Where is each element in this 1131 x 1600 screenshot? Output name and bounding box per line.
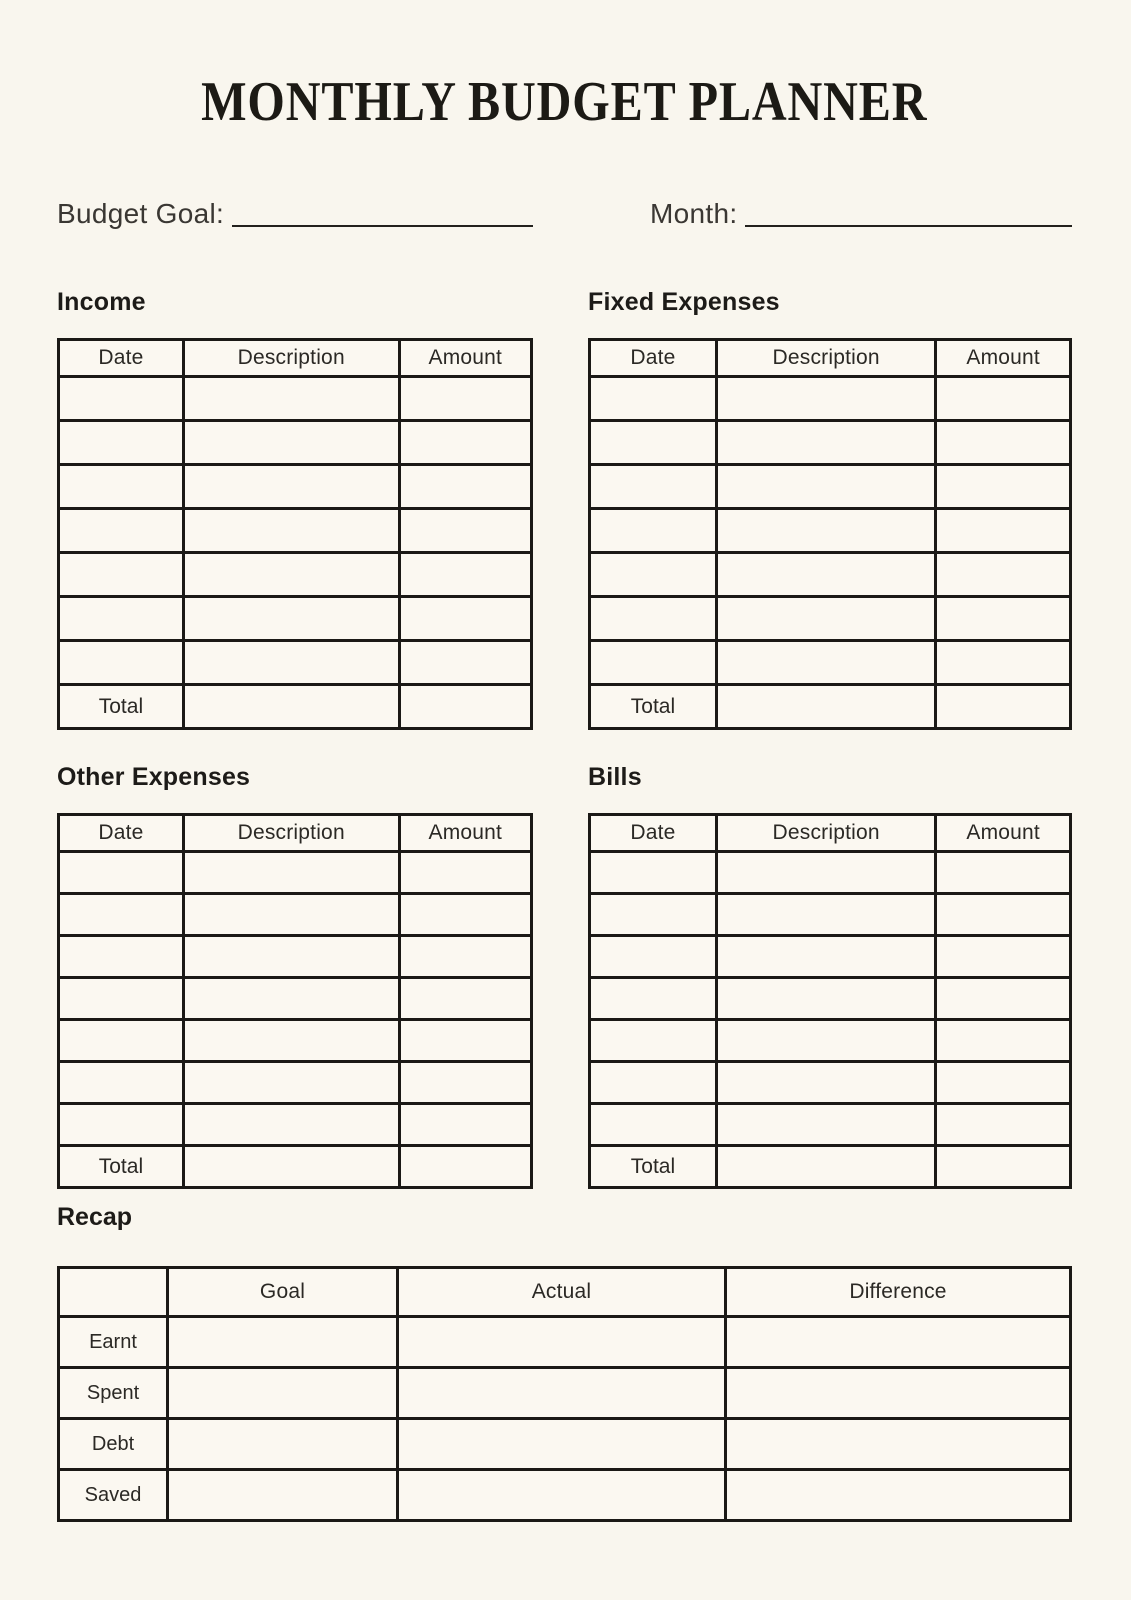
empty-cell bbox=[590, 553, 717, 597]
table-header-row bbox=[59, 340, 532, 377]
empty-row bbox=[590, 936, 1071, 978]
empty-cell bbox=[590, 894, 717, 936]
empty-row bbox=[590, 978, 1071, 1020]
empty-cell bbox=[399, 1020, 531, 1062]
empty-row bbox=[590, 377, 1071, 421]
empty-row bbox=[590, 1104, 1071, 1146]
empty-cell bbox=[59, 465, 184, 509]
empty-cell bbox=[399, 421, 531, 465]
empty-cell bbox=[590, 421, 717, 465]
empty-cell bbox=[716, 1104, 935, 1146]
empty-row bbox=[59, 1020, 532, 1062]
empty-row bbox=[59, 597, 532, 641]
empty-cell bbox=[590, 465, 717, 509]
empty-row bbox=[590, 597, 1071, 641]
empty-row bbox=[59, 978, 532, 1020]
bills-heading: Bills bbox=[588, 763, 642, 791]
column-header-description: Description bbox=[716, 340, 935, 377]
month-label: Month: bbox=[650, 197, 738, 229]
recap-column-difference: Difference bbox=[726, 1268, 1071, 1317]
empty-cell bbox=[59, 509, 184, 553]
empty-cell bbox=[590, 1104, 717, 1146]
empty-cell bbox=[590, 377, 717, 421]
recap-row-label: Earnt bbox=[59, 1317, 168, 1368]
empty-cell bbox=[936, 978, 1071, 1020]
other-expenses-table bbox=[57, 813, 533, 1189]
empty-cell bbox=[168, 1419, 398, 1470]
bills-section bbox=[588, 763, 1072, 1189]
recap-row-label: Debt bbox=[59, 1419, 168, 1470]
income-heading: Income bbox=[57, 288, 146, 316]
empty-cell bbox=[936, 936, 1071, 978]
empty-cell bbox=[168, 1470, 398, 1521]
empty-cell bbox=[936, 465, 1071, 509]
page-title-text: MONTHLY BUDGET PLANNER bbox=[201, 71, 928, 133]
bills-table bbox=[588, 813, 1072, 1189]
empty-cell bbox=[399, 465, 531, 509]
empty-cell bbox=[936, 1020, 1071, 1062]
empty-cell bbox=[590, 852, 717, 894]
empty-cell bbox=[936, 894, 1071, 936]
total-description-cell bbox=[716, 1146, 935, 1188]
empty-cell bbox=[716, 1062, 935, 1104]
empty-cell bbox=[59, 1020, 184, 1062]
empty-cell bbox=[936, 641, 1071, 685]
total-row bbox=[59, 685, 532, 729]
income-section bbox=[57, 288, 533, 730]
total-amount-cell bbox=[399, 1146, 531, 1188]
empty-cell bbox=[183, 465, 399, 509]
empty-cell bbox=[399, 1062, 531, 1104]
empty-cell bbox=[936, 597, 1071, 641]
empty-cell bbox=[59, 852, 184, 894]
month-blank-line bbox=[745, 225, 1072, 227]
page-title bbox=[57, 0, 1072, 133]
empty-cell bbox=[398, 1368, 726, 1419]
total-label: Total bbox=[59, 685, 184, 729]
empty-cell bbox=[183, 641, 399, 685]
empty-cell bbox=[936, 509, 1071, 553]
recap-row-label: Spent bbox=[59, 1368, 168, 1419]
empty-cell bbox=[168, 1317, 398, 1368]
empty-cell bbox=[716, 641, 935, 685]
table-header-row bbox=[59, 815, 532, 852]
budget-goal-label: Budget Goal: bbox=[57, 197, 225, 229]
total-amount-cell bbox=[399, 685, 531, 729]
empty-cell bbox=[716, 1020, 935, 1062]
recap-column-actual: Actual bbox=[398, 1268, 726, 1317]
total-description-cell bbox=[183, 1146, 399, 1188]
recap-heading: Recap bbox=[57, 1203, 133, 1231]
empty-cell bbox=[399, 1104, 531, 1146]
total-description-cell bbox=[716, 685, 935, 729]
recap-row-label: Saved bbox=[59, 1470, 168, 1521]
empty-cell bbox=[716, 597, 935, 641]
empty-cell bbox=[716, 894, 935, 936]
empty-cell bbox=[183, 852, 399, 894]
budget-goal-blank-line bbox=[232, 225, 533, 227]
column-header-amount: Amount bbox=[936, 815, 1071, 852]
header-fields-row bbox=[57, 184, 1072, 228]
column-header-date: Date bbox=[590, 340, 717, 377]
empty-cell bbox=[726, 1419, 1071, 1470]
empty-row bbox=[59, 641, 532, 685]
empty-cell bbox=[399, 509, 531, 553]
empty-cell bbox=[183, 978, 399, 1020]
empty-row bbox=[590, 553, 1071, 597]
column-header-date: Date bbox=[59, 340, 184, 377]
empty-row bbox=[59, 553, 532, 597]
other-expenses-heading: Other Expenses bbox=[57, 763, 251, 791]
column-header-date: Date bbox=[590, 815, 717, 852]
empty-row bbox=[590, 465, 1071, 509]
empty-row bbox=[59, 1062, 532, 1104]
empty-cell bbox=[590, 509, 717, 553]
empty-cell bbox=[183, 553, 399, 597]
empty-cell bbox=[726, 1317, 1071, 1368]
empty-cell bbox=[716, 377, 935, 421]
total-description-cell bbox=[183, 685, 399, 729]
empty-cell bbox=[590, 1020, 717, 1062]
empty-row bbox=[590, 421, 1071, 465]
empty-cell bbox=[183, 421, 399, 465]
empty-row bbox=[59, 894, 532, 936]
empty-cell bbox=[716, 978, 935, 1020]
total-row bbox=[59, 1146, 532, 1188]
empty-cell bbox=[59, 553, 184, 597]
empty-cell bbox=[716, 465, 935, 509]
empty-cell bbox=[399, 894, 531, 936]
empty-cell bbox=[726, 1470, 1071, 1521]
recap-table bbox=[57, 1266, 1072, 1522]
column-header-amount: Amount bbox=[399, 815, 531, 852]
column-header-amount: Amount bbox=[399, 340, 531, 377]
empty-cell bbox=[398, 1470, 726, 1521]
empty-row bbox=[59, 936, 532, 978]
empty-cell bbox=[399, 553, 531, 597]
table-header-row bbox=[590, 340, 1071, 377]
empty-cell bbox=[59, 421, 184, 465]
empty-cell bbox=[399, 936, 531, 978]
empty-cell bbox=[936, 1062, 1071, 1104]
empty-cell bbox=[183, 936, 399, 978]
column-header-description: Description bbox=[183, 815, 399, 852]
empty-cell bbox=[183, 377, 399, 421]
recap-row-earnt bbox=[59, 1317, 1071, 1368]
fixed-expenses-section bbox=[588, 288, 1072, 730]
bills-table-body bbox=[590, 852, 1071, 1146]
empty-cell bbox=[936, 553, 1071, 597]
recap-corner-cell bbox=[59, 1268, 168, 1317]
empty-cell bbox=[168, 1368, 398, 1419]
total-row bbox=[590, 685, 1071, 729]
empty-cell bbox=[59, 641, 184, 685]
empty-cell bbox=[59, 377, 184, 421]
empty-cell bbox=[590, 597, 717, 641]
empty-cell bbox=[59, 1062, 184, 1104]
empty-row bbox=[59, 465, 532, 509]
other-expenses-table-body bbox=[59, 852, 532, 1146]
column-header-description: Description bbox=[183, 340, 399, 377]
empty-cell bbox=[399, 978, 531, 1020]
other-expenses-section bbox=[57, 763, 533, 1189]
total-label: Total bbox=[59, 1146, 184, 1188]
empty-cell bbox=[936, 1104, 1071, 1146]
empty-cell bbox=[716, 852, 935, 894]
empty-row bbox=[59, 377, 532, 421]
empty-cell bbox=[716, 509, 935, 553]
budget-goal-field bbox=[57, 184, 533, 228]
empty-row bbox=[590, 852, 1071, 894]
empty-cell bbox=[936, 852, 1071, 894]
empty-cell bbox=[590, 936, 717, 978]
recap-row-spent bbox=[59, 1368, 1071, 1419]
empty-cell bbox=[59, 1104, 184, 1146]
empty-cell bbox=[590, 1062, 717, 1104]
total-amount-cell bbox=[936, 1146, 1071, 1188]
recap-row-saved bbox=[59, 1470, 1071, 1521]
fixed-expenses-table bbox=[588, 338, 1072, 730]
fixed-expenses-heading: Fixed Expenses bbox=[588, 288, 780, 316]
empty-cell bbox=[726, 1368, 1071, 1419]
empty-cell bbox=[59, 978, 184, 1020]
total-label: Total bbox=[590, 1146, 717, 1188]
column-header-description: Description bbox=[716, 815, 935, 852]
empty-cell bbox=[59, 936, 184, 978]
empty-row bbox=[59, 421, 532, 465]
column-header-date: Date bbox=[59, 815, 184, 852]
empty-cell bbox=[716, 553, 935, 597]
empty-row bbox=[59, 1104, 532, 1146]
empty-row bbox=[590, 641, 1071, 685]
total-row bbox=[590, 1146, 1071, 1188]
empty-cell bbox=[936, 421, 1071, 465]
empty-cell bbox=[590, 641, 717, 685]
recap-column-goal: Goal bbox=[168, 1268, 398, 1317]
empty-cell bbox=[716, 421, 935, 465]
empty-cell bbox=[183, 1104, 399, 1146]
empty-cell bbox=[399, 377, 531, 421]
empty-cell bbox=[399, 641, 531, 685]
empty-row bbox=[590, 1062, 1071, 1104]
income-table-body bbox=[59, 377, 532, 685]
income-table bbox=[57, 338, 533, 730]
empty-row bbox=[590, 894, 1071, 936]
empty-cell bbox=[399, 852, 531, 894]
column-header-amount: Amount bbox=[936, 340, 1071, 377]
empty-cell bbox=[183, 597, 399, 641]
empty-row bbox=[590, 1020, 1071, 1062]
empty-cell bbox=[936, 377, 1071, 421]
recap-row-debt bbox=[59, 1419, 1071, 1470]
empty-cell bbox=[398, 1419, 726, 1470]
recap-header-row bbox=[59, 1268, 1071, 1317]
empty-row bbox=[590, 509, 1071, 553]
empty-cell bbox=[399, 597, 531, 641]
total-label: Total bbox=[590, 685, 717, 729]
empty-cell bbox=[183, 509, 399, 553]
month-field bbox=[588, 184, 1072, 228]
fixed-expenses-table-body bbox=[590, 377, 1071, 685]
table-header-row bbox=[590, 815, 1071, 852]
ledger-sections-grid bbox=[57, 288, 1072, 1189]
empty-cell bbox=[398, 1317, 726, 1368]
empty-cell bbox=[183, 1020, 399, 1062]
empty-cell bbox=[590, 978, 717, 1020]
empty-row bbox=[59, 852, 532, 894]
empty-cell bbox=[59, 894, 184, 936]
empty-cell bbox=[183, 1062, 399, 1104]
total-amount-cell bbox=[936, 685, 1071, 729]
empty-cell bbox=[716, 936, 935, 978]
empty-cell bbox=[183, 894, 399, 936]
empty-row bbox=[59, 509, 532, 553]
empty-cell bbox=[59, 597, 184, 641]
